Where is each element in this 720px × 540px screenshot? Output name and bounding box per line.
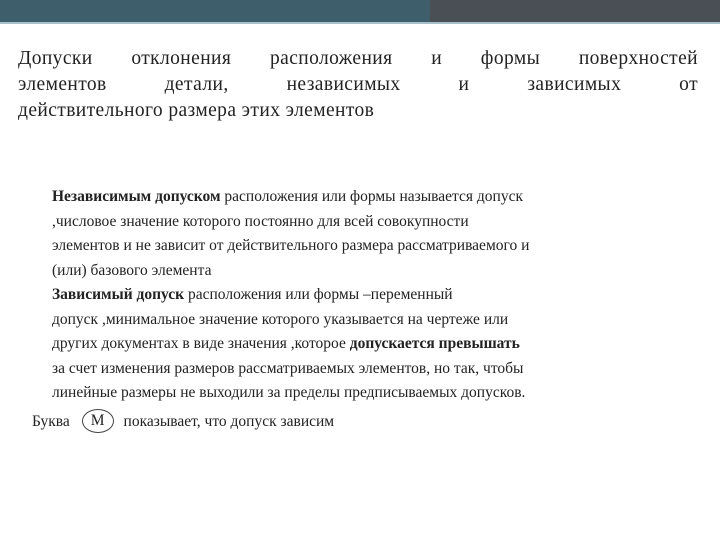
paragraph-independent-line-1 bbox=[52, 185, 684, 210]
paragraph-dependent-line-2: допуск ,минимальное значение которого указывается на чертеже или bbox=[52, 310, 509, 328]
header-bar-right bbox=[430, 0, 720, 22]
body-text bbox=[52, 185, 684, 406]
paragraph-independent-text-1: расположения или формы называется допуск bbox=[220, 188, 523, 205]
letter-suffix: показывает, что допуск зависим bbox=[123, 413, 335, 430]
paragraph-independent-line-4: (или) базового элемента bbox=[52, 261, 212, 279]
paragraph-dependent-text-3: других документах в виде значения ,которое bbox=[52, 335, 350, 352]
paragraph-dependent-line-3 bbox=[52, 332, 684, 357]
circled-m-symbol: M bbox=[82, 409, 114, 433]
paragraph-independent-line-3: элементов и не зависит от действительного размера рассматриваемого и bbox=[52, 237, 530, 254]
letter-prefix: Буква bbox=[32, 413, 70, 430]
paragraph-independent-line-2: ,числовое значение которого постоянно для всей совокупности bbox=[52, 212, 469, 230]
emphasis-may-exceed: допускается превышать bbox=[349, 335, 520, 352]
letter-m-note bbox=[32, 410, 334, 434]
paragraph-dependent-text-1: расположения или формы –переменный bbox=[184, 286, 453, 303]
slide-title bbox=[18, 46, 698, 124]
paragraph-dependent-line-5: линейные размеры не выходили за пределы предписываемых допусков. bbox=[52, 384, 526, 401]
title-line-3: действительного размера этих элементов bbox=[18, 100, 375, 121]
paragraph-dependent-line-4: за счет изменения размеров рассматриваемых элементов, но так, чтобы bbox=[52, 359, 524, 377]
paragraph-dependent-line-1 bbox=[52, 283, 684, 308]
title-line-2: элементов детали, независимых и зависимых от bbox=[18, 74, 698, 95]
term-dependent-tolerance: Зависимый допуск bbox=[52, 286, 185, 303]
term-independent-tolerance: Независимым допуском bbox=[52, 188, 221, 205]
header-rule bbox=[0, 22, 720, 24]
header-bar-left bbox=[0, 0, 430, 22]
title-line-1: Допуски отклонения расположения и формы поверхностей bbox=[18, 48, 698, 69]
